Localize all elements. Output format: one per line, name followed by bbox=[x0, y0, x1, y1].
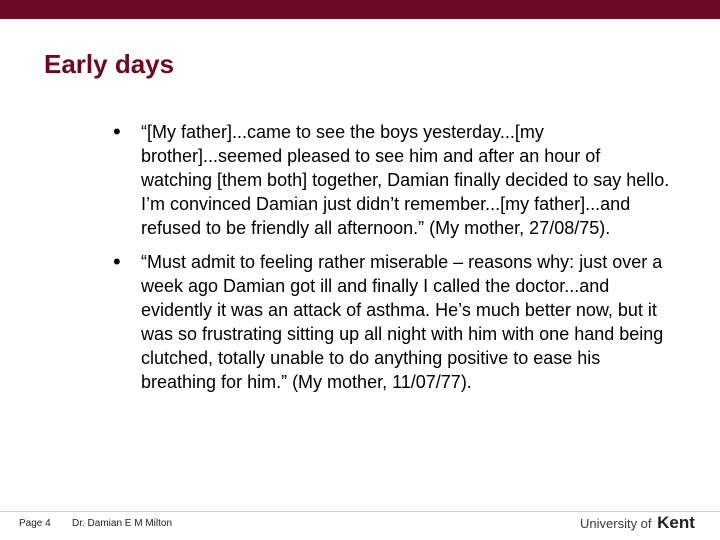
logo-name: Kent bbox=[657, 513, 695, 532]
bullet-text: “Must admit to feeling rather miserable – reasons why: just over a week ago Damian got ill and finally I called the doctor...and evidently it was an attack of asthma. He’s much better now, but it was so frustrating sitting up all night with him with one hand being clutched, totally unable to do anything positive to ease his breathing for him.” (My mother, 11/07/77). bbox=[141, 252, 664, 392]
page-number: Page 4 bbox=[19, 518, 51, 529]
bullet-item bbox=[113, 250, 673, 394]
bullet-item bbox=[113, 120, 673, 240]
bullet-icon: • bbox=[113, 119, 121, 144]
author-name: Dr. Damian E M Milton bbox=[72, 518, 173, 529]
header-bar bbox=[0, 0, 720, 19]
bullet-list bbox=[113, 120, 673, 394]
bullet-icon: • bbox=[113, 249, 121, 274]
university-logo bbox=[580, 513, 695, 533]
slide-title: Early days bbox=[44, 49, 175, 79]
bullet-text: “[My father]...came to see the boys yesterday...[my brother]...seemed pleased to see him and after an hour of watching [them both] together, Damian finally decided to say hello. I’m convinced Damian just didn’t remember...[my father]...and refused to be friendly all afternoon.” (My mother, 27/08/75). bbox=[141, 122, 670, 238]
logo-prefix: University of bbox=[580, 516, 652, 531]
footer-divider bbox=[0, 511, 720, 512]
